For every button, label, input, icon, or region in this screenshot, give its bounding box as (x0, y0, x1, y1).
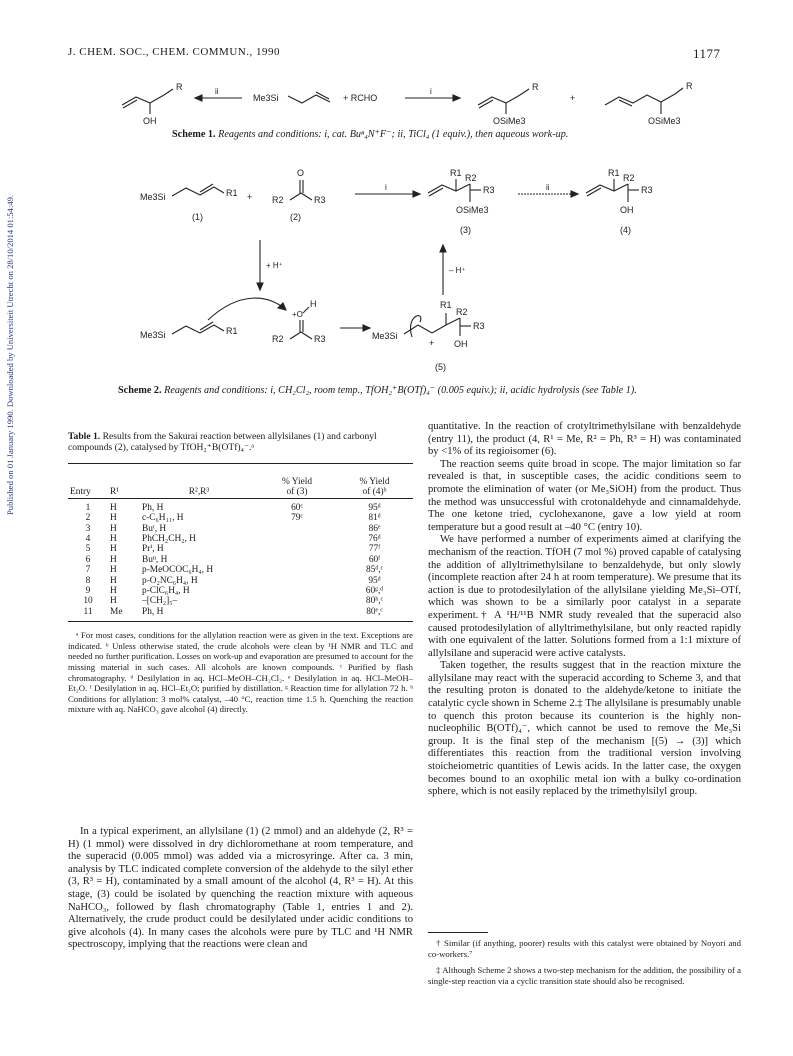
scheme2-diagram (100, 160, 720, 385)
table-cell: Ph, H (142, 606, 164, 617)
right-paragraph: We have performed a number of experiments aimed at clarifying the mechanism of the reaction. TfOH (7 mol %) proved capable of catalysing the addition of allyltrimethylsilane to benzaldehyde, but only slowly (incomplete reaction after 24 h at room temperature). We presume that its action is due to protodesilylation of the allylsilane yielding Me₃Si–OTf, which was shown to be a similarly poor catalyst in a separate experiment.† A ¹H/¹¹B NMR study revealed that the superacid also caused protodesilylation of allyltrimethylsilane, but only reacted rapidly with one equivalent of the latter. Solutions formed from a 1:1 mixture of allylsilane and superacid were active catalysts. (428, 534, 741, 659)
right-paragraph: quantitative. In the reaction of crotyltrimethylsilane with benzaldehyde (entry 11), the product (4, R¹ = Me, R² = Ph, R³ = H) was contaminated by <1% of its regioisomer (6). (428, 421, 741, 458)
table-row (68, 544, 413, 554)
scheme1-me3si: Me3Si (253, 93, 279, 103)
scheme2-caption (118, 385, 637, 396)
scheme2-me3si-bottom: Me3Si (140, 330, 166, 340)
table-cell (258, 596, 336, 606)
scheme2-product-3 (428, 184, 470, 193)
table-cell: Ph, H (142, 502, 164, 513)
table1-header-cell: % Yield (359, 477, 390, 487)
table-cell (258, 607, 336, 617)
table-cell: 79ᶜ (291, 513, 303, 524)
table-cell: p-ClC₆H₄, H (142, 586, 190, 597)
left-column-text (68, 826, 413, 952)
footnote-dagger: † Similar (if anything, poorer) results with this catalyst were obtained by Noyori and co-workers.⁷ (428, 938, 741, 959)
table-cell: 86ᵉ (368, 523, 381, 534)
footnote-double-dagger: ‡ Although Scheme 2 shows a two-step mechanism for the addition, the possibility of a single-step reaction via a cyclic transition state should also be recognised. (428, 965, 741, 986)
table-cell (258, 534, 336, 544)
scheme1-label-i: i (430, 87, 432, 96)
scheme2-r2-3: R2 (465, 173, 477, 183)
scheme2-bottom-allylsilane (172, 325, 224, 334)
table-cell: 80ʰ,ᶜ (365, 596, 384, 607)
scheme2-r3-4: R3 (641, 185, 653, 195)
scheme2-r2-4: R2 (623, 173, 635, 183)
table-cell: Buⁿ, H (142, 554, 168, 565)
table-cell: p-MeOCOC₆H₄, H (142, 565, 214, 576)
right-column-text (428, 421, 741, 799)
table-cell: 2 (85, 513, 91, 524)
table-cell: H (110, 544, 117, 555)
table1-header-cell: of (4)ᵇ (362, 487, 387, 498)
scheme2-r3-3: R3 (483, 185, 495, 195)
table-cell: H (110, 513, 117, 524)
table-row (68, 565, 413, 575)
scheme1-osime3-mid: OSiMe3 (493, 116, 526, 126)
scheme2-me3si-5: Me3Si (372, 331, 398, 341)
scheme2-compound-5: (5) (435, 362, 446, 372)
scheme2-me3si-top: Me3Si (140, 192, 166, 202)
table1-footnote-text: ᵃ For most cases, conditions for the allylation reaction were as given in the text. Exceptions are indicated. ᵇ Unless otherwise stated, the crude alcohols were clean by ¹H NMR and TLC and needed no further purification. Losses on work-up and evaporation are presumed to account for the missing material in such cases. All alcohols are known compounds. ᶜ Purified by flash chromatography. ᵈ Desilylation in aq. HCl–MeOH–CH₂Cl₂. ᵉ Desilylation in aq. HCl–MeOH–Et₂O. ᶠ Desilylation in aq. HCl–Et₂O; purified by distillation. ᵍ Reaction time for allylation 72 h. ʰ Conditions for allylation: 3 mol% catalyst, –40 °C, reaction time 1.5 h. Quenching the reaction mixture with aq. NaHCO₃ gave alcohol (4) directly. (68, 630, 413, 715)
table-row (68, 534, 413, 544)
table-cell: 95ᵈ (368, 502, 381, 513)
table-cell: 80ᵉ,ᶜ (366, 606, 383, 617)
table-cell: 10 (83, 596, 93, 607)
table-cell (258, 544, 336, 554)
table-cell: H (110, 565, 117, 576)
table-cell (258, 565, 336, 575)
table-cell: 81ᵈ (368, 513, 381, 524)
table-cell: H (110, 586, 117, 597)
scheme2-r1-3: R1 (450, 168, 462, 178)
scheme2-plus-5: + (429, 338, 435, 348)
table1-header-row-1 (68, 477, 413, 487)
table-cell: 11 (83, 606, 93, 617)
table-cell: 85ᵈ,ᶜ (365, 565, 384, 576)
table-cell: 77ᶠ (368, 544, 381, 555)
scheme2-r3-top: R3 (314, 195, 326, 205)
scheme2-oh-4: OH (620, 205, 634, 215)
scheme2-compound-4: (4) (620, 225, 631, 235)
table-row (68, 607, 413, 617)
table1-caption-label: Table 1. (68, 431, 101, 442)
table-cell: 7 (85, 565, 91, 576)
right-paragraph: The reaction seems quite broad in scope. The major limitation so far revealed is that, in susceptible cases, the acidic conditions seem to promote the elimination of water (or Me₃SiOH) from the product. Thus the method was unsuccessful with crotonaldehyde and cinnamaldehyde. The one ketone tried, cyclohexanone, gave a low yield at room temperature but a good result at –40 °C (entry 10). (428, 458, 741, 533)
table1-header-cell: Entry (70, 487, 91, 498)
scheme2-r2-5: R2 (456, 307, 468, 317)
table-row (68, 513, 413, 523)
scheme1-caption-text: Reagents and conditions: i, cat. Buⁿ₄N⁺F⁻; ii, TiCl₄ (1 equiv.), then aqueous work-up. (218, 129, 569, 140)
scheme1-mid-chain (478, 95, 520, 105)
table-cell: H (110, 534, 117, 545)
table1-caption (68, 431, 413, 453)
scheme2-o-top: O (297, 168, 305, 178)
table1-header-cell (140, 477, 258, 487)
table1-grid (68, 464, 413, 617)
table-cell (258, 576, 336, 586)
table-row (68, 586, 413, 596)
scheme1-right-chain (605, 94, 675, 105)
table-cell: 5 (85, 544, 91, 555)
scheme1-r-right: R (686, 81, 693, 91)
scheme1-plus-rcho: + RCHO (343, 93, 378, 103)
table-cell: H (110, 502, 117, 513)
table-cell: 95ᵈ (368, 575, 381, 586)
table1-header-cell: R²,R³ (188, 487, 210, 498)
table1-header-cell: R¹ (110, 487, 120, 498)
table1-body (68, 503, 413, 617)
scheme1-r-left: R (176, 82, 183, 92)
journal-header: J. CHEM. SOC., CHEM. COMMUN., 1990 (68, 46, 280, 58)
scheme1-caption (172, 129, 568, 140)
scheme2-caption-label: Scheme 2. (118, 385, 162, 396)
scheme2-r3-bottom: R3 (314, 334, 326, 344)
scheme1-left-double-bond (123, 100, 137, 108)
table-cell: p-O₂NC₆H₄, H (142, 575, 198, 586)
table-row (68, 555, 413, 565)
table-cell (258, 555, 336, 565)
scheme2-osime3-3: OSiMe3 (456, 205, 489, 215)
left-paragraph: In a typical experiment, an allylsilane (1) (2 mmol) and an aldehyde (2, R³ = H) (1 mmol) were dissolved in dry dichloromethane at room temperature, and the superacid (0.005 mmol) was added via a microsyringe. After ca. 3 min, analysis by TLC indicated complete conversion of the aldehyde to the silyl ether (3, R³ = H), contaminated by a small amount of the alcohol (4, R³ = H). At this stage, (3) could be isolated by quenching the reaction mixture with aqueous NaHCO₃, followed by flash chromatography (Table 1, entries 1 and 2). Alternatively, the crude product could be desilylated under acidic conditions to give alcohols (4). In many cases the alcohols were pure by TLC and ¹H NMR spectroscopy, implying that the reactions were clean and (68, 826, 413, 951)
scheme2-product-4 (586, 184, 628, 193)
table-cell (258, 524, 336, 534)
table-cell: Prⁱ, H (142, 544, 164, 555)
table-cell: 76ᵈ (368, 534, 381, 545)
page-number: 1177 (693, 46, 721, 61)
table1-header-row-2 (68, 487, 413, 498)
scheme2-curved-arrow-1 (208, 298, 286, 320)
scheme1-plus: + (570, 93, 576, 103)
table-cell: PhCH₂CH₂, H (142, 534, 196, 545)
scheme1-label-ii: ii (215, 87, 219, 96)
table-cell: 3 (85, 523, 91, 534)
scheme2-caption-text: Reagents and conditions: i, CH₂Cl₂, room temp., TfOH₂⁺B(OTf)₄⁻ (0.005 equiv.); ii, acidic hydrolysis (see Table 1). (164, 385, 637, 396)
scheme2-r1-5: R1 (440, 300, 452, 310)
table-cell: 8 (85, 575, 91, 586)
table-cell: 4 (85, 534, 91, 545)
footnote-rule (428, 932, 488, 933)
table-row (68, 576, 413, 586)
table-cell (258, 586, 336, 596)
table1-bottom-rule (68, 621, 413, 622)
table1-header-cell: % Yield (281, 477, 313, 487)
table-row (68, 524, 413, 534)
scheme1-caption-label: Scheme 1. (172, 129, 216, 140)
scheme1-left-chain (122, 95, 164, 105)
scheme2-oh-plus: +O (292, 310, 303, 319)
table-cell: H (110, 596, 117, 607)
table-cell: c-C₆H₁₁, H (142, 513, 184, 524)
scheme2-label-ii: ii (546, 183, 550, 192)
scheme2-r1-top: R1 (226, 188, 238, 198)
table-cell: Buᵗ, H (142, 523, 167, 534)
scheme2-compound-2: (2) (290, 212, 301, 222)
table1-caption-text: Results from the Sakurai reaction between allylsilanes (1) and carbonyl compounds (2), catalysed by TfOH₂⁺B(OTf)₄⁻.ᵃ (68, 431, 377, 453)
scheme2-r2-bottom: R2 (272, 334, 284, 344)
table-row (68, 596, 413, 606)
scheme2-r1-bottom: R1 (226, 326, 238, 336)
scheme2-oh-5: OH (454, 339, 468, 349)
table-cell: H (110, 575, 117, 586)
table-cell: –[CH₂]₅– (142, 596, 178, 607)
table-cell: H (110, 523, 117, 534)
scheme2-r1-4: R1 (608, 168, 620, 178)
scheme2-compound-1: (1) (192, 212, 203, 222)
right-paragraph: Taken together, the results suggest that in the reaction mixture the allylsilane may react with the superacid according to Scheme 3, and that the resulting proton is donated to the aldehyde/ketone to initiate the catalytic cycle shown in Scheme 2.‡ The allylsilane is presumably unable to quench this proton because its counterion is the highly non-nucleophilic B(OTf)₄⁻, which cannot be used to remove the Me₃Si group. It is the final step of the mechanism [(5) → (3)] which differentiates this reaction from the traditional version involving stoicheiometric quantities of Lewis acids. In the latter case, the oxygen becomes bound to an oxophilic metal ion with a bulky co-ordination sphere, which is not easily replaced by the trimethylsilyl group. (428, 660, 741, 798)
scheme2-h-bottom: H (310, 299, 317, 309)
scheme1-r-mid: R (532, 82, 539, 92)
download-note: Published on 01 January 1990. Downloaded by Universiteit Utrecht on 28/10/2014 01:54:49. (5, 194, 15, 515)
scheme2-plus-h: + H⁺ (266, 261, 283, 270)
scheme1-diagram (100, 70, 720, 130)
scheme2-minus-h: – H⁺ (449, 266, 466, 275)
table-cell: H (110, 554, 117, 565)
right-footnotes (428, 932, 741, 986)
table-cell: 60ᵍ,ᵈ (365, 586, 384, 597)
table-cell: 60ᶠ (368, 554, 381, 565)
table-row (68, 503, 413, 513)
scheme2-compound-3: (3) (460, 225, 471, 235)
table1-header-cell (68, 477, 108, 487)
table-cell: 9 (85, 586, 91, 597)
table-cell: 1 (85, 502, 91, 513)
table1-header-cell (108, 477, 140, 487)
table1-footnotes (68, 630, 413, 715)
scheme2-label-i: i (385, 183, 387, 192)
scheme2-allylsilane-1 (172, 187, 224, 196)
scheme2-r2-top: R2 (272, 195, 284, 205)
table-cell: 60ᶜ (291, 502, 303, 513)
scheme2-r3-5: R3 (473, 321, 485, 331)
table-cell: 6 (85, 554, 91, 565)
table-cell: Me (110, 606, 123, 617)
scheme1-oh-left: OH (143, 116, 157, 126)
table1 (68, 431, 413, 715)
scheme1-osime3-right: OSiMe3 (648, 116, 681, 126)
scheme2-plus-top: + (247, 192, 253, 202)
table1-header-cell: of (3) (286, 487, 308, 498)
